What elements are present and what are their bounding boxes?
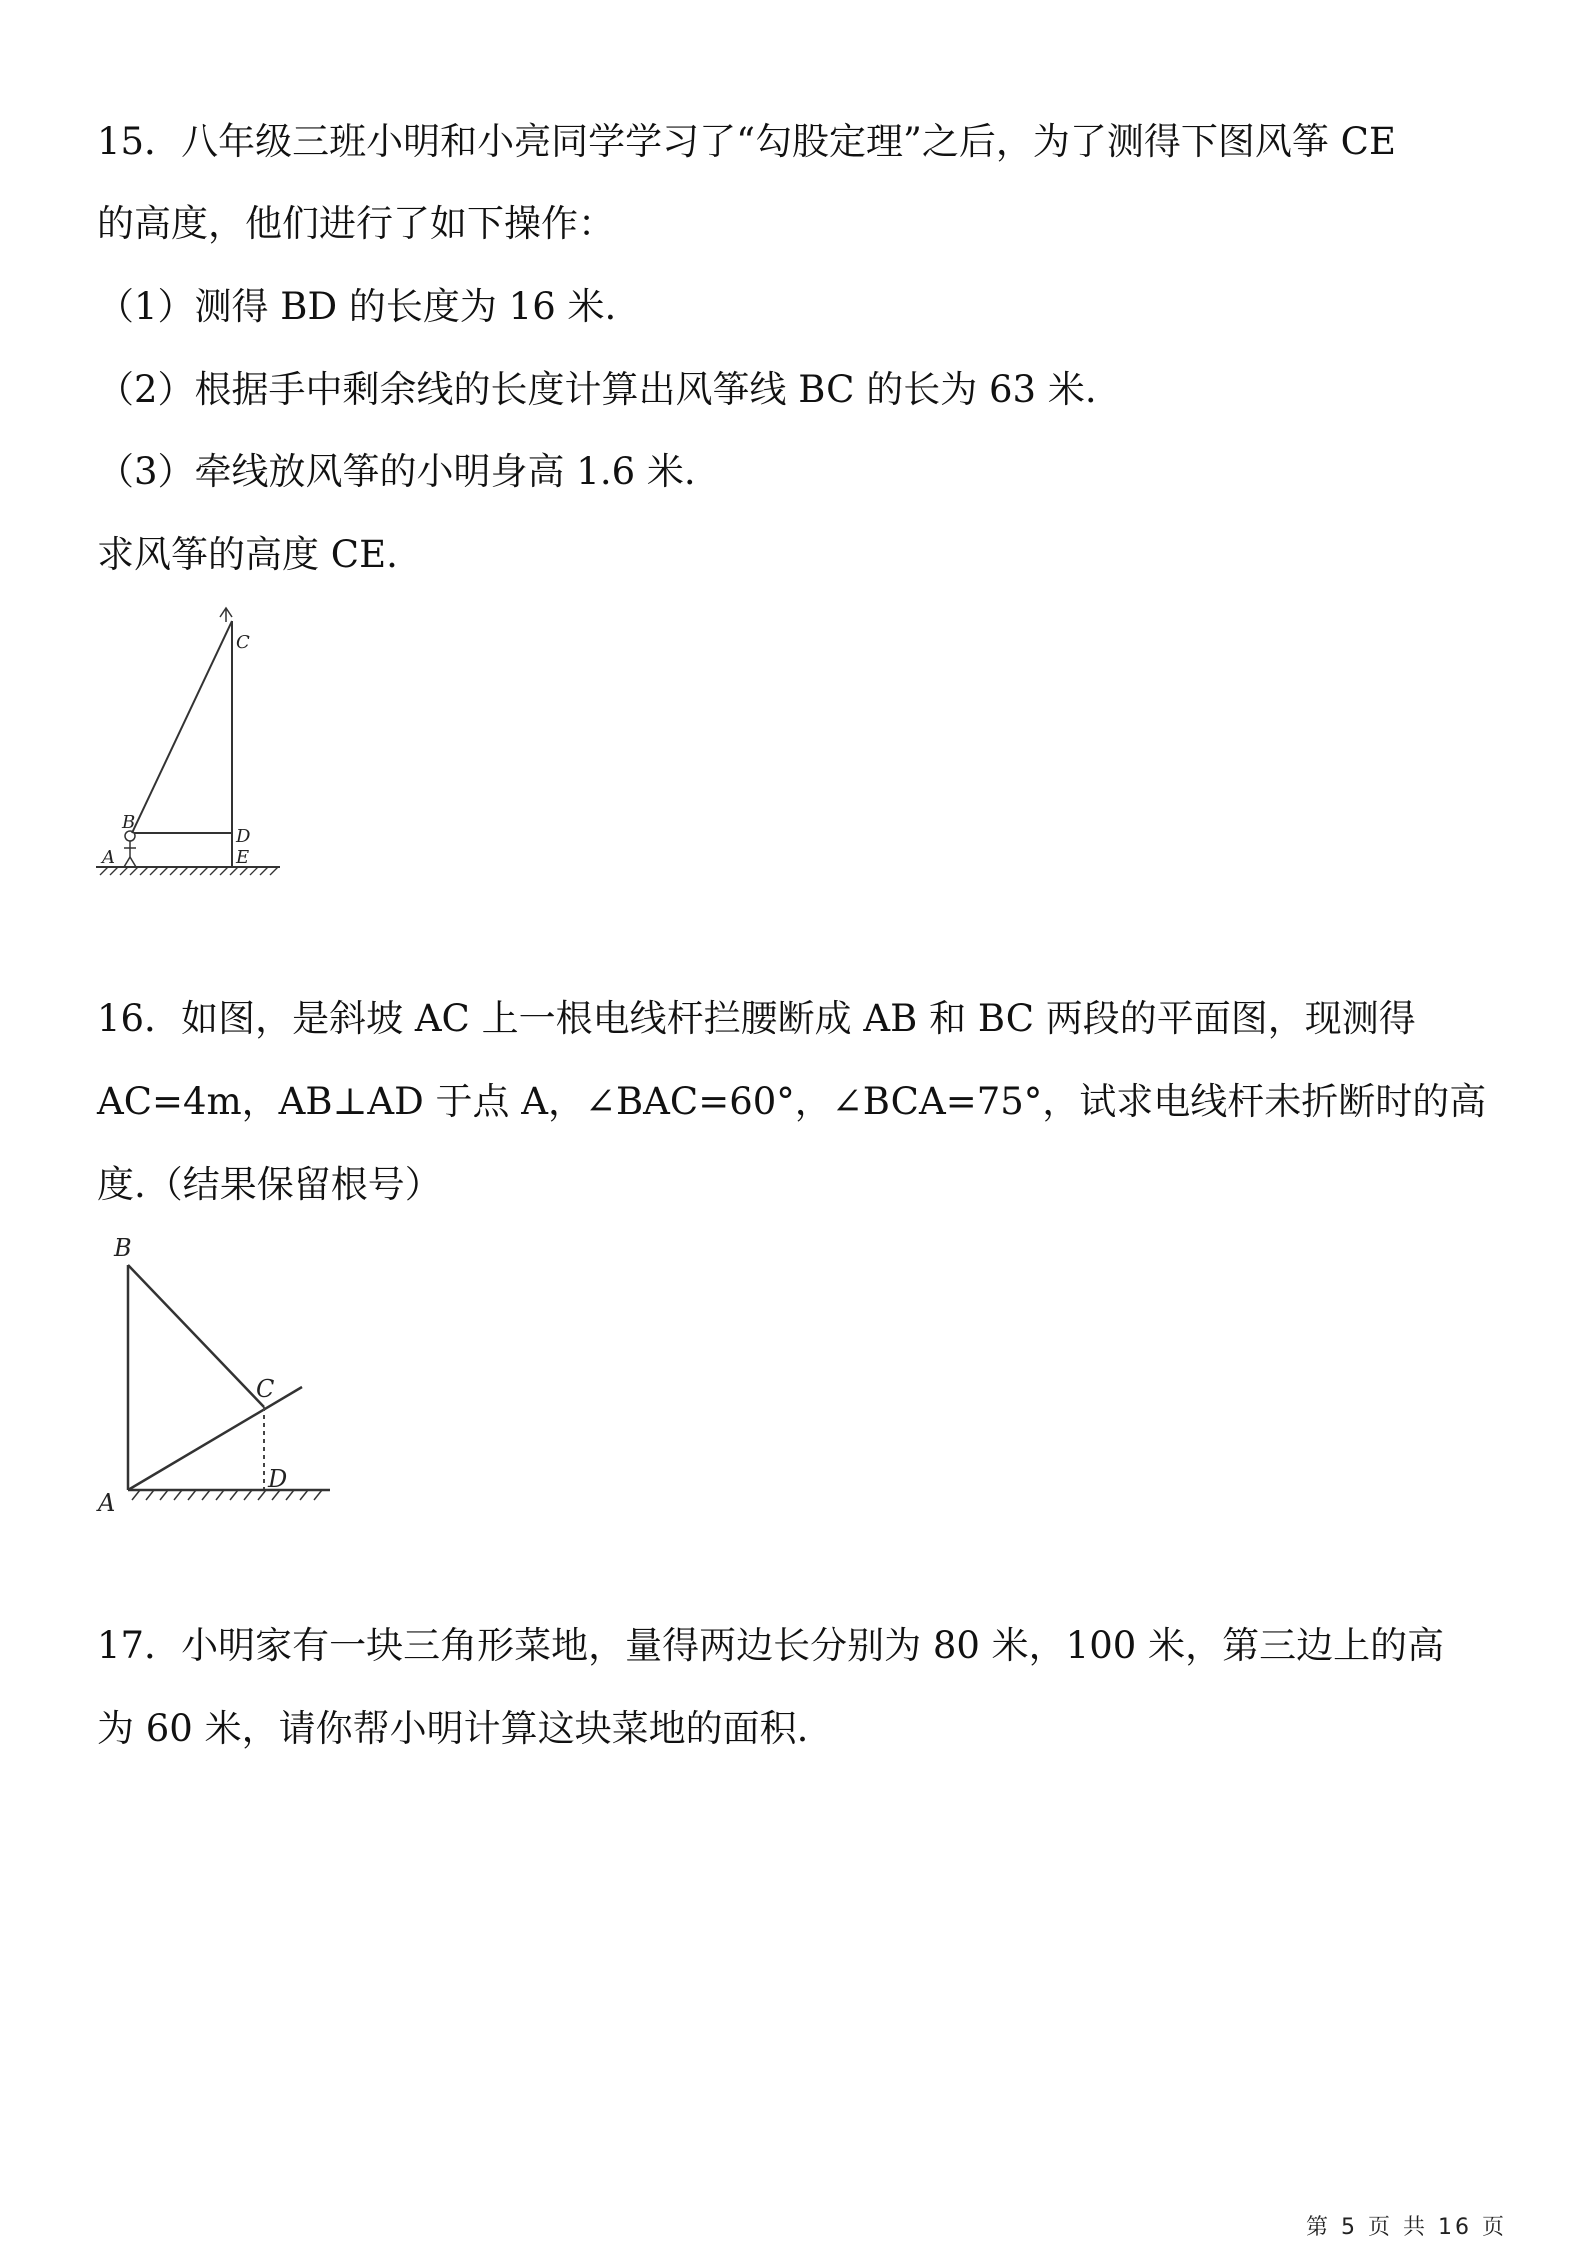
label-a: A [98, 1489, 116, 1515]
label-c: C [256, 1375, 275, 1403]
label-d: D [236, 826, 251, 847]
label-d: D [268, 1465, 288, 1493]
label-c: C [236, 632, 250, 653]
label-b: B [122, 812, 136, 833]
pole-figure [90, 1225, 350, 1515]
q15-line-1: 15．八年级三班小明和小亮同学学习了“勾股定理”之后，为了测得下图风筝 CE [97, 120, 1396, 163]
q15-line-2: 的高度，他们进行了如下操作： [97, 202, 615, 245]
label-e: E [236, 847, 250, 868]
kite-figure [90, 605, 290, 885]
q17-line-2: 为 60 米，请你帮小明计算这块菜地的面积. [97, 1707, 809, 1750]
q15-line-3: （1）测得 BD 的长度为 16 米. [97, 285, 617, 328]
q16-line-2: AC=4m，AB⊥AD 于点 A，∠BAC=60°，∠BCA=75°，试求电线杆未折断时的高 [97, 1080, 1487, 1123]
label-b: B [114, 1234, 132, 1262]
q15-line-6: 求风筝的高度 CE. [97, 533, 398, 576]
q15-line-5: （3）牵线放风筝的小明身高 1.6 米. [97, 450, 696, 493]
page-number: 第 5 页 共 16 页 [1306, 2215, 1507, 2240]
label-a: A [102, 847, 115, 868]
q17-line-1: 17．小明家有一块三角形菜地，量得两边长分别为 80 米，100 米，第三边上的高 [97, 1624, 1445, 1667]
q16-line-1: 16．如图，是斜坡 AC 上一根电线杆拦腰断成 AB 和 BC 两段的平面图，现测得 [97, 997, 1416, 1040]
q16-line-3: 度.（结果保留根号） [97, 1163, 442, 1206]
q15-line-4: （2）根据手中剩余线的长度计算出风筝线 BC 的长为 63 米. [97, 368, 1097, 411]
